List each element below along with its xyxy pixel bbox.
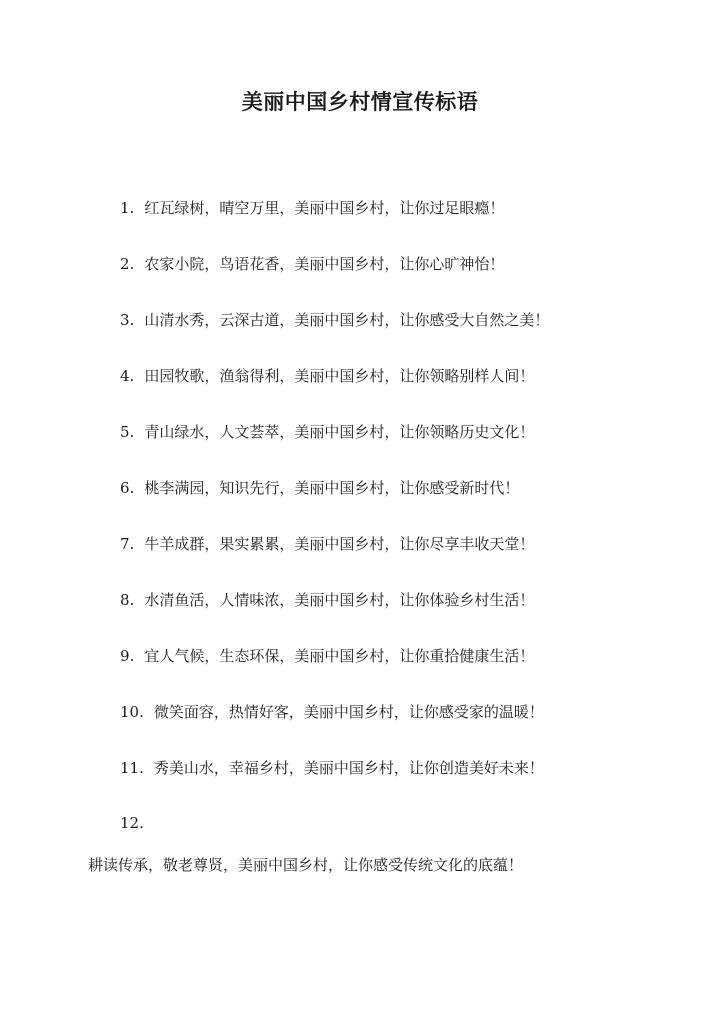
list-item	[120, 310, 549, 330]
item-text: 秀美山水，幸福乡村，美丽中国乡村，让你创造美好未来！	[153, 759, 544, 777]
list-item	[120, 534, 534, 554]
item-text: 水清鱼活，人情味浓，美丽中国乡村，让你体验乡村生活！	[144, 591, 535, 609]
list-item	[120, 254, 504, 274]
item-text: 桃李满园，知识先行，美丽中国乡村，让你感受新时代！	[144, 479, 520, 497]
list-item	[120, 198, 504, 218]
item-number: 2.	[120, 255, 135, 273]
item-number: 11.	[120, 759, 144, 777]
item-text: 微笑面容，热情好客，美丽中国乡村，让你感受家的温暖！	[153, 703, 544, 721]
item-text: 耕读传承，敬老尊贤，美丽中国乡村，让你感受传统文化的底蕴！	[88, 856, 524, 874]
list-item	[120, 478, 519, 498]
item-text: 山清水秀，云深古道，美丽中国乡村，让你感受大自然之美！	[144, 311, 550, 329]
item-number: 6.	[120, 479, 135, 497]
item-number: 4.	[120, 367, 135, 385]
item-number: 8.	[120, 591, 135, 609]
list-item	[120, 646, 534, 666]
item-text: 牛羊成群，果实累累，美丽中国乡村，让你尽享丰收天堂！	[144, 535, 535, 553]
item-number: 7.	[120, 535, 135, 553]
item-text: 青山绿水，人文荟萃，美丽中国乡村，让你领略历史文化！	[144, 423, 535, 441]
item-number: 9.	[120, 647, 135, 665]
item-number: 5.	[120, 423, 135, 441]
item-number: 12.	[120, 814, 144, 832]
item-text: 农家小院，鸟语花香，美丽中国乡村，让你心旷神怡！	[144, 255, 505, 273]
item-text: 宜人气候，生态环保，美丽中国乡村，让你重拾健康生活！	[144, 647, 535, 665]
item-number: 3.	[120, 311, 135, 329]
list-item	[120, 590, 534, 610]
item-text: 红瓦绿树，晴空万里，美丽中国乡村，让你过足眼瘾！	[144, 199, 505, 217]
list-item	[120, 366, 534, 386]
list-item	[120, 422, 534, 442]
document-title: 美丽中国乡村情宣传标语	[241, 89, 479, 114]
item-number: 10.	[120, 703, 144, 721]
item-number: 1.	[120, 199, 135, 217]
item-text: 田园牧歌，渔翁得利，美丽中国乡村，让你领略别样人间！	[144, 367, 535, 385]
list-item	[120, 758, 544, 778]
list-item	[120, 702, 544, 722]
